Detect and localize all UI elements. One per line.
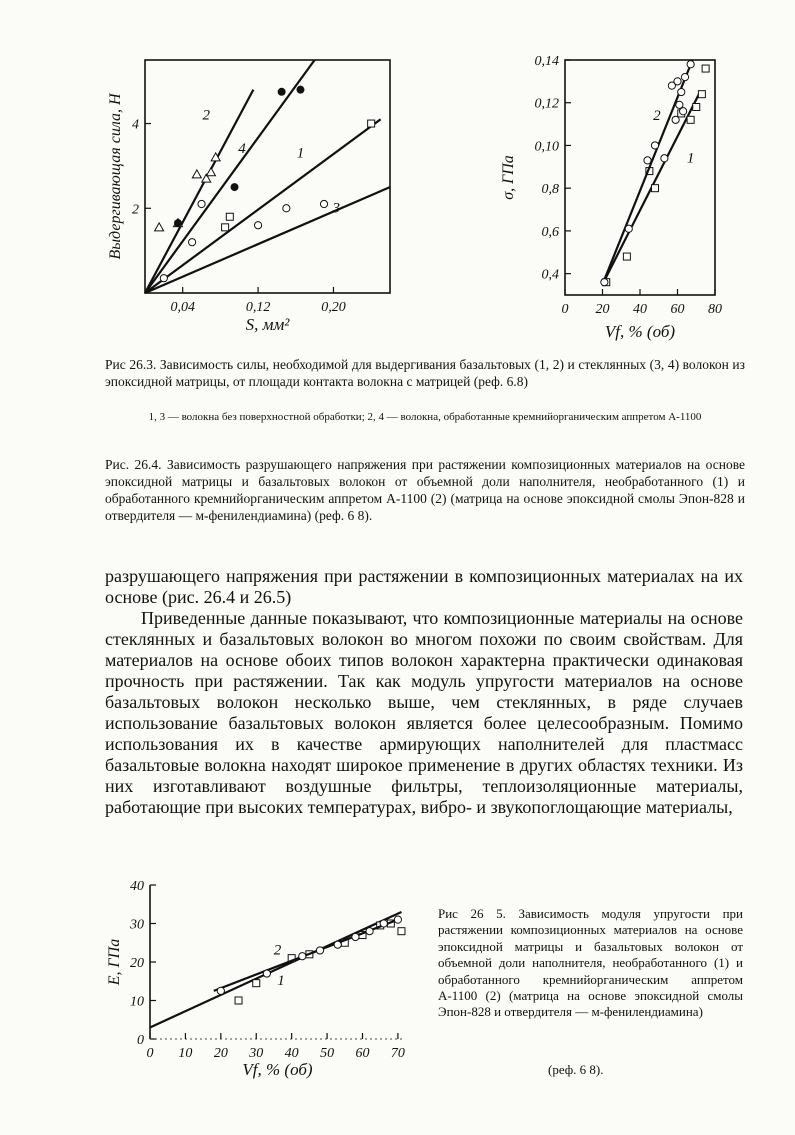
series-1-point <box>652 185 659 192</box>
chart-fig-26-4 <box>495 55 745 345</box>
caption-fig-26-4-lead: Рис. 26.4. <box>105 457 162 472</box>
y-tick-label: 4 <box>132 117 139 133</box>
series-4-point <box>296 86 304 94</box>
series-2-point <box>155 223 164 231</box>
series-2-point <box>644 157 651 164</box>
series-4-point <box>174 219 182 227</box>
series-2-point <box>651 142 658 149</box>
series-4-point <box>278 88 286 96</box>
series-2-point <box>625 225 632 232</box>
x-tick-label: 40 <box>284 1046 299 1061</box>
y-tick-label: 0,14 <box>534 54 559 69</box>
series-3-point <box>320 200 327 207</box>
series-2-point <box>678 88 685 95</box>
series-3-point <box>283 205 290 212</box>
curve-label: 1 <box>686 150 695 167</box>
y-tick-label: 0 <box>137 1033 144 1048</box>
y-tick-label: 2 <box>132 202 139 218</box>
x-tick-label: 0,20 <box>321 300 346 315</box>
series-3-point <box>160 275 167 282</box>
series-1-fit-line <box>150 912 401 1027</box>
caption-fig-26-5 <box>438 906 743 1021</box>
series-1-point <box>693 104 700 111</box>
series-2-point <box>192 170 201 178</box>
series-1-point <box>253 980 260 987</box>
y-axis-label: σ, ГПа <box>500 155 517 200</box>
series-1-point <box>623 253 630 260</box>
y-tick-label: 30 <box>130 917 144 933</box>
curve-label: 1 <box>296 145 305 162</box>
series-2-point <box>334 941 341 948</box>
plot-frame <box>145 60 390 293</box>
series-4-fit-line <box>145 60 315 293</box>
curve-label: 1 <box>277 973 285 990</box>
series-1-point <box>226 213 233 220</box>
caption-fig-26-5-text: Зависимость модуля упругости при растяжении композиционных материалов на основе эпоксидной матрицы и базальтовых волокон от объемной доли наполнителя, необработанного (1) и обработанного кремнийорганическим аппретом А-1100 (2) (матрица на основе эпоксидной смолы Эпон-828 и отвердителя — м-фенилендиамина) <box>438 906 743 1020</box>
x-tick-label: 80 <box>708 302 722 317</box>
series-1-point <box>222 224 229 231</box>
series-1-point <box>398 928 405 935</box>
caption-fig-26-3 <box>105 356 745 390</box>
x-tick-label: 40 <box>633 302 647 317</box>
caption-fig-26-3-note: 1, 3 — волокна без поверхностной обработки; 2, 4 — волокна, обработанные кремнийорганическим аппретом А-1100 <box>148 411 702 423</box>
curve-label: 4 <box>238 141 246 158</box>
series-2-point <box>206 168 215 176</box>
series-2-point <box>661 155 668 162</box>
series-2-point <box>601 279 608 286</box>
series-2-point <box>674 78 681 85</box>
x-tick-label: 60 <box>670 302 685 317</box>
x-tick-label: 0 <box>561 302 569 317</box>
x-tick-label: 20 <box>213 1046 228 1061</box>
series-2-point <box>672 116 679 123</box>
curve-label: 2 <box>273 942 282 959</box>
y-tick-label: 10 <box>130 994 144 1010</box>
x-axis-label: Vf, % (об) <box>242 1060 313 1079</box>
series-2-point <box>316 947 323 954</box>
x-tick-label: 10 <box>178 1046 193 1061</box>
y-tick-label: 20 <box>130 956 144 971</box>
series-2-point <box>380 920 387 927</box>
series-2-point <box>263 970 270 977</box>
curve-label: 3 <box>332 200 341 217</box>
series-1-point <box>687 116 694 123</box>
series-1-point <box>702 65 709 72</box>
caption-fig-26-5-lead: Рис 26 5. <box>438 906 506 921</box>
series-3-point <box>254 222 261 229</box>
y-tick-label: 0,8 <box>541 182 559 198</box>
chart-fig-26-3 <box>100 55 400 335</box>
series-1-point <box>698 91 705 98</box>
series-2-point <box>352 933 359 940</box>
caption-fig-26-4-text: Зависимость разрушающего напряжения при растяжении композиционных материалов на основе эпоксидной матрицы и базальтовых волокон от объемной доли наполнителя, необработанного (1) и обработанного кремнийорганическим аппретом А-1100 (2) (матрица на основе эпоксидной смолы Эпон-828 и отвердителя — м-фенилендиамина) (реф. 6 8). <box>105 457 746 523</box>
x-axis-label: Vf, % (об) <box>604 322 676 341</box>
plot-frame <box>565 60 715 295</box>
x-tick-label: 20 <box>595 302 610 317</box>
curve-label: 2 <box>202 107 210 124</box>
body-paragraph-2: Приведенные данные показывают, что композиционные материалы на основе стеклянных и базальтовых волокон во многом похожи по своим свойствам. Для материалов на основе обоих типов волокон характерна практически одинаковая прочность при растяжении. Так как модуль упругости материалов на основе базальтовых волокон несколько выше, чем стеклянных, в ряде случаев использование базальтовых волокон является более целесообразным. Помимо использования их в качестве армирующих наполнителей для пластмасс базальтовые волокна находят широкое применение в других областях техники. Из них изготавливают воздушные фильтры, теплоизоляционные материалы, работающие при высоких температурах, вибро- и звукопоглощающие материалы, <box>105 608 743 817</box>
y-axis-label: Выдергивающая сила, Н <box>107 93 124 260</box>
body-text <box>105 566 743 818</box>
caption-fig-26-5-ref: (реф. 6 8). <box>548 1062 604 1077</box>
body-paragraph-1: разрушающего напряжения при растяжении в композиционных материалах на их основе (рис. 26.4 и 26.5) <box>105 566 743 607</box>
x-tick-label: 0,04 <box>170 300 195 315</box>
y-tick-label: 0,10 <box>534 139 559 155</box>
series-2-point <box>687 61 694 68</box>
y-axis-label: E, ГПа <box>106 938 123 986</box>
x-axis-label: S, мм² <box>245 315 290 334</box>
x-tick-label: 0 <box>146 1046 154 1061</box>
series-1-point <box>235 997 242 1004</box>
chart-fig-26-5 <box>105 870 425 1085</box>
caption-fig-26-4 <box>105 456 745 524</box>
series-2-point <box>394 916 401 923</box>
series-3-point <box>189 239 196 246</box>
series-1-point <box>368 120 375 127</box>
x-tick-label: 70 <box>390 1046 405 1061</box>
series-2-point <box>680 108 687 115</box>
series-2-point <box>366 928 373 935</box>
caption-fig-26-3-lead: Рис 26.3. <box>105 357 157 372</box>
x-tick-label: 0,12 <box>245 300 271 315</box>
series-2-point <box>299 953 306 960</box>
series-2-point <box>217 987 224 994</box>
y-tick-label: 0,6 <box>541 224 559 240</box>
x-tick-label: 60 <box>355 1046 370 1061</box>
x-tick-label: 30 <box>249 1046 264 1061</box>
series-4-point <box>231 183 239 191</box>
series-2-point <box>681 73 688 80</box>
series-2-fit-line <box>145 90 253 293</box>
y-tick-label: 40 <box>130 879 144 894</box>
caption-fig-26-3-text: Зависимость силы, необходимой для выдергивания базальтовых (1, 2) и стеклянных (3, 4) волокон из эпоксидной матрицы, от площади контакта волокна с матрицей (реф. 6.8) <box>105 357 745 389</box>
x-tick-label: 50 <box>320 1046 335 1061</box>
series-3-point <box>198 200 205 207</box>
curve-label: 2 <box>653 107 661 124</box>
y-tick-label: 0,12 <box>534 96 559 112</box>
y-tick-label: 0,4 <box>541 267 559 283</box>
